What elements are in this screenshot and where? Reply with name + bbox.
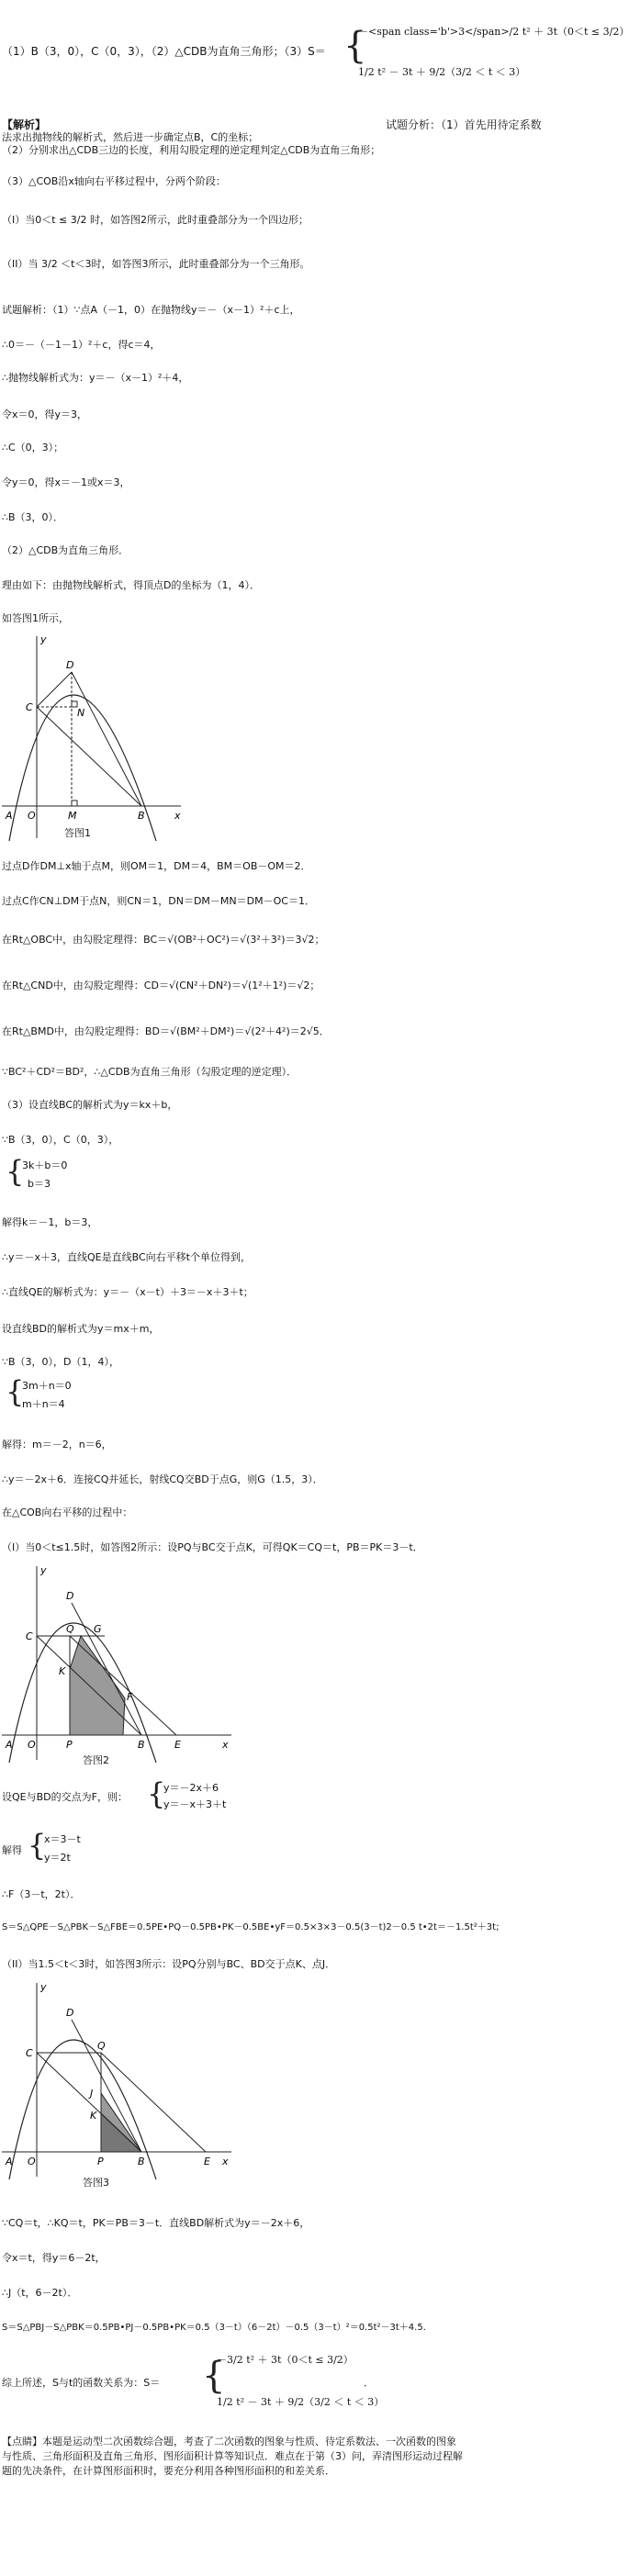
fig3-label-p: P (97, 2156, 104, 2167)
sys1-b: b＝3 (28, 1178, 51, 1190)
fig2-caption: 答图2 (83, 1754, 109, 1766)
sys1-a: 3k＋b＝0 (22, 1159, 68, 1171)
sol-l30: ∴F（3－t，2t）． (2, 1888, 81, 1900)
sol-l7: ∴B（3，0）． (2, 511, 64, 523)
sol-l12: 过点C作CN⊥DM于点N，则CN＝1，DN＝DM－MN＝DM－OC＝1． (2, 895, 315, 907)
sol-l3: ∴抛物线解析式为：y＝－（x－1）²＋4， (2, 372, 189, 384)
sol-l27: （I）当0＜t≤1.5时，如答图2所示：设PQ与BC交于点K，可得QK＝CQ＝t，PB＝PK＝3－t． (2, 1541, 423, 1553)
sol-l17: （3）设直线BC的解析式为y＝kx＋b， (2, 1099, 178, 1111)
sys4-brace: { (28, 1828, 47, 1863)
fig3-label-y: y (40, 1981, 47, 1993)
fig2-label-e: E (174, 1739, 181, 1751)
review-text2: 与性质、三角形面积及直角三角形、图形面积计算等知识点．难点在于第（3）问，弄清图形运动过程解 (2, 2450, 463, 2462)
sol-l6: 令y＝0，得x＝－1或x＝3， (2, 476, 130, 488)
fig3-label-x: x (222, 2156, 229, 2167)
sol-l31: S＝S△QPE－S△PBK－S△FBE＝0.5PE•PQ－0.5PB•PK－0.5BE•yF＝0.5×3×3－0.5(3－t)2－0.5 t•2t＝－1.5t²＋3t; (2, 1922, 500, 1932)
sol-l14: 在Rt△CND中，由勾股定理得：CD＝√(CN²＋DN²)＝√(1²＋1²)＝√2； (2, 980, 320, 991)
sol-l15: 在Rt△BMD中，由勾股定理得：BD＝√(BM²＋DM²)＝√(2²＋4²)＝2√5． (2, 1025, 330, 1037)
fig2-label-p: P (66, 1739, 73, 1751)
fig2-label-o: O (28, 1739, 36, 1751)
fig1-db (72, 672, 141, 806)
analysis-line2: （2）分别求出△CDB三边的长度，利用勾股定理的逆定理判定△CDB为直角三角形； (2, 144, 381, 156)
sol-l23: ∵B（3，0），D（1，4）， (2, 1356, 120, 1368)
sol-l18: ∵B（3，0），C（0，3）， (2, 1134, 119, 1146)
fig1-label-m: M (68, 810, 77, 822)
sol-l16: ∵BC²＋CD²＝BD²，∴△CDB为直角三角形（勾股定理的逆定理）． (2, 1066, 298, 1078)
fig1-label-d: D (66, 659, 74, 671)
sys2-b: m＋n＝4 (22, 1398, 65, 1410)
sol-l35: ∴J（t，6－2t）． (2, 2287, 78, 2299)
sol-l9: 理由如下：由抛物线解析式，得顶点D的坐标为（1，4）． (2, 579, 260, 591)
fig3-cb (37, 2053, 141, 2152)
sol-l4: 令x＝0，得y＝3， (2, 409, 88, 420)
fig1-right-angle-m (72, 801, 77, 806)
sys3-brace: { (147, 1776, 166, 1811)
fig1-label-n: N (77, 707, 85, 719)
sol-l21: ∴直线QE的解析式为：y＝－（x－t）＋3＝－x＋3＋t； (2, 1286, 253, 1298)
sol-l33: ∵CQ＝t，∴KQ＝t，PK＝PB＝3－t．直线BD解析式为y＝－2x＋6， (2, 2217, 310, 2229)
answer-prefix: （1）B（3，0），C（0，3），（2）△CDB为直角三角形；（3）S＝ (2, 45, 326, 58)
fig3-label-k: K (90, 2110, 97, 2122)
sol-l5: ∴C（0，3）； (2, 442, 64, 454)
answer-piece2: 1/2 t² － 3t ＋ 9/2（3/2 ＜ t ＜ 3） (358, 66, 526, 78)
fig2-label-x: x (222, 1739, 229, 1751)
fig1-cd (37, 672, 72, 707)
sol-l19: 解得k＝－1，b＝3， (2, 1216, 98, 1228)
sys3-b: y＝－x＋3＋t (163, 1798, 227, 1810)
fig1-label-y: y (40, 633, 47, 645)
sol-l11: 过点D作DM⊥x轴于点M，则OM＝1，DM＝4，BM＝OB－OM＝2． (2, 860, 311, 872)
fig2-label-g: G (94, 1623, 102, 1635)
fig2-label-q: Q (66, 1623, 74, 1635)
analysis-stage1: （I）当0＜t ≤ 3/2 时，如答图2所示，此时重叠部分为一个四边形； (2, 214, 309, 226)
fig2-label-y: y (40, 1564, 47, 1576)
sys2-brace: { (6, 1374, 25, 1409)
answer-brace: { (343, 25, 367, 67)
sol-l1: 试题解析：（1）∵点A（－1，0）在抛物线y＝－（x－1）²＋c上， (2, 304, 300, 316)
sol-l2: ∴0＝－（－1－1）²＋c，得c＝4， (2, 339, 161, 351)
fig3-label-b: B (138, 2156, 145, 2167)
fig3-label-a: A (6, 2156, 13, 2167)
final-piece1: －3/2 t² ＋ 3t（0＜t ≤ 3/2） (217, 2354, 354, 2366)
final-end: ． (364, 2377, 374, 2389)
fig3-label-d: D (66, 2007, 74, 2019)
sol-l22: 设直线BD的解析式为y＝mx＋m， (2, 1323, 160, 1335)
sol-l20: ∴y＝－x＋3，直线QE是直线BC向右平移t个单位得到， (2, 1251, 251, 1263)
fig3-caption: 答图3 (83, 2177, 109, 2189)
fig3-label-e: E (204, 2156, 210, 2167)
sol-l10: 如答图1所示， (2, 612, 69, 624)
sol-l8: （2）△CDB为直角三角形． (2, 544, 129, 556)
final-brace: { (202, 2355, 226, 2397)
figure-2 (2, 1562, 241, 1764)
fig1-label-a: A (6, 810, 13, 822)
sys4-a: x＝3－t (44, 1833, 81, 1845)
fig2-label-d: D (66, 1590, 74, 1602)
sol-l24: 解得：m＝－2，n＝6， (2, 1439, 112, 1450)
fig2-label-a: A (6, 1739, 13, 1751)
fig2-label-b: B (138, 1739, 145, 1751)
final-piece2: 1/2 t² － 3t ＋ 9/2（3/2 ＜ t ＜ 3） (217, 2396, 385, 2408)
figure-1 (2, 632, 185, 843)
sys3-a: y＝－2x＋6 (163, 1782, 219, 1794)
analysis-stage2: （II）当 3/2 ＜t＜3时，如答图3所示，此时重叠部分为一个三角形。 (2, 258, 310, 270)
analysis-line3: （3）△COB沿x轴向右平移过程中，分两个阶段： (2, 175, 226, 187)
analysis-tag: 【解析】 (2, 118, 47, 131)
fig3-label-q: Q (97, 2040, 106, 2052)
sol-l28: 设QE与BD的交点为F，则： (2, 1791, 128, 1803)
sys4-b: y＝2t (44, 1852, 71, 1864)
sol-l29: 解得 (2, 1844, 22, 1856)
fig3-label-o: O (28, 2156, 36, 2167)
fig1-label-x: x (174, 810, 181, 822)
sol-l26: 在△COB向右平移的过程中： (2, 1506, 133, 1518)
sol-l32: （II）当1.5＜t＜3时，如答图3所示：设PQ分别与BC、BD交于点K、点J． (2, 1958, 336, 1970)
sys2-a: 3m＋n＝0 (22, 1380, 72, 1392)
fig2-label-k: K (59, 1665, 66, 1677)
fig1-label-c: C (26, 701, 33, 713)
sol-l34: 令x＝t，得y＝6－2t， (2, 2252, 106, 2264)
fig2-label-f: F (127, 1691, 133, 1703)
review-text1: 【点睛】本题是运动型二次函数综合题，考查了二次函数的图象与性质、待定系数法、一次函数的图象 (2, 2436, 456, 2447)
figure-3 (2, 1979, 241, 2181)
sol-l13: 在Rt△OBC中，由勾股定理得：BC＝√(OB²＋OC²)＝√(3²＋3²)＝3√2； (2, 934, 325, 946)
answer-piece1: －<span class='b'>3</span>/2 t² ＋ 3t（0＜t ≤ 3/2） (358, 26, 629, 38)
analysis-line1: 法求出抛物线的解析式，然后进一步确定点B，C的坐标； (2, 131, 259, 143)
sol-l25: ∴y＝－2x＋6．连接CQ并延长，射线CQ交BD于点G，则G（1.5，3）． (2, 1473, 323, 1485)
review-text3: 题的先决条件，在计算图形面积时，要充分利用各种图形面积的和差关系． (2, 2465, 335, 2477)
fig2-label-c: C (26, 1630, 33, 1642)
sol-l36: S＝S△PBJ－S△PBK＝0.5PB•PJ－0.5PB•PK＝0.5（3－t）（6－2t）－0.5（3－t）²＝0.5t²－3t＋4.5． (2, 2323, 432, 2333)
sys1-brace: { (6, 1154, 25, 1189)
fig1-cb (37, 707, 141, 806)
fig3-label-j: J (90, 2088, 94, 2100)
analysis-hint-title: 试题分析：（1）首先用待定系数 (386, 118, 542, 131)
sol-l37: 综上所述，S与t的函数关系为：S＝ (2, 2377, 161, 2389)
fig3-label-c: C (26, 2047, 33, 2059)
fig1-label-b: B (138, 810, 145, 822)
fig1-label-o: O (28, 810, 36, 822)
fig1-caption: 答图1 (64, 827, 91, 839)
